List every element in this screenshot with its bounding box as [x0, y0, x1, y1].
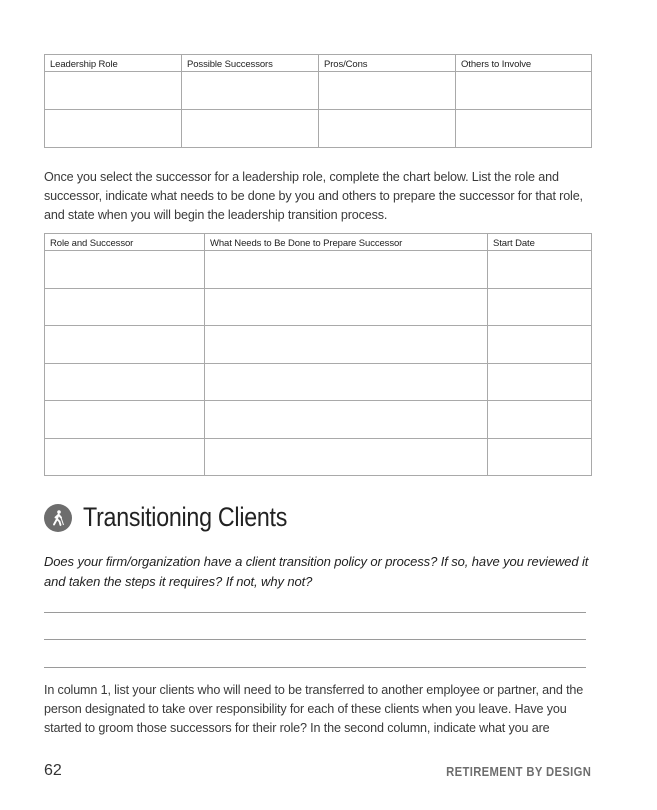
table-row [45, 363, 592, 401]
table-cell[interactable] [319, 72, 456, 110]
intro-paragraph: Once you select the successor for a leadership role, complete the chart below. List the role and successor, indicate what needs to be done by you and others to prepare the successor for that role, and state when you will begin the leadership transition process. [44, 170, 583, 223]
table-cell[interactable] [45, 438, 205, 476]
table-row [45, 110, 592, 148]
table-cell[interactable] [488, 438, 592, 476]
table-row [45, 438, 592, 476]
table-cell[interactable] [45, 401, 205, 439]
table-cell[interactable] [205, 401, 488, 439]
table-cell[interactable] [45, 72, 182, 110]
table-cell[interactable] [45, 288, 205, 326]
table-row [45, 251, 592, 289]
header-leadership-role: Leadership Role [45, 55, 182, 72]
table-cell[interactable] [182, 72, 319, 110]
header-role-and-successor: Role and Successor [45, 234, 205, 251]
table-cell[interactable] [488, 326, 592, 364]
header-possible-successors: Possible Successors [182, 55, 319, 72]
table-header-row [45, 234, 592, 251]
closing-paragraph: In column 1, list your clients who will need to be transferred to another employee or partner, and the person designated to take over responsibility for each of these clients when you leave. Have you started to groom those successors for their role? In the second column, indicate what you are [44, 683, 584, 736]
table-cell[interactable] [45, 326, 205, 364]
table-cell[interactable] [205, 251, 488, 289]
walking-person-icon [44, 504, 72, 532]
page-number: 62 [44, 762, 62, 779]
table-cell[interactable] [488, 363, 592, 401]
table-row [45, 401, 592, 439]
table-cell[interactable] [45, 251, 205, 289]
table-row [45, 72, 592, 110]
table-row [45, 326, 592, 364]
table-cell[interactable] [488, 401, 592, 439]
section-title: Transitioning Clients [83, 502, 288, 532]
table-cell[interactable] [205, 326, 488, 364]
table-cell[interactable] [488, 288, 592, 326]
leadership-role-table [44, 54, 592, 148]
table-cell[interactable] [319, 110, 456, 148]
header-others-to-involve: Others to Involve [456, 55, 592, 72]
section-question: Does your firm/organization have a client transition policy or process? If so, have you reviewed it and taken the steps it requires? If not, why not? [44, 554, 589, 589]
table-cell[interactable] [488, 251, 592, 289]
answer-line[interactable] [44, 639, 586, 640]
answer-line[interactable] [44, 667, 586, 668]
table-cell[interactable] [205, 438, 488, 476]
header-pros-cons: Pros/Cons [319, 55, 456, 72]
table-cell[interactable] [456, 110, 592, 148]
table-cell[interactable] [205, 363, 488, 401]
table-cell[interactable] [456, 72, 592, 110]
header-start-date: Start Date [488, 234, 592, 251]
table-cell[interactable] [182, 110, 319, 148]
table-cell[interactable] [45, 363, 205, 401]
successor-preparation-table [44, 233, 592, 476]
running-footer-title: RETIREMENT BY DESIGN [445, 765, 591, 779]
header-what-needs-to-be-done: What Needs to Be Done to Prepare Successor [205, 234, 488, 251]
table-header-row [45, 55, 592, 72]
section-heading [44, 502, 320, 533]
table-cell[interactable] [205, 288, 488, 326]
table-row [45, 288, 592, 326]
answer-line[interactable] [44, 612, 586, 613]
table-cell[interactable] [45, 110, 182, 148]
